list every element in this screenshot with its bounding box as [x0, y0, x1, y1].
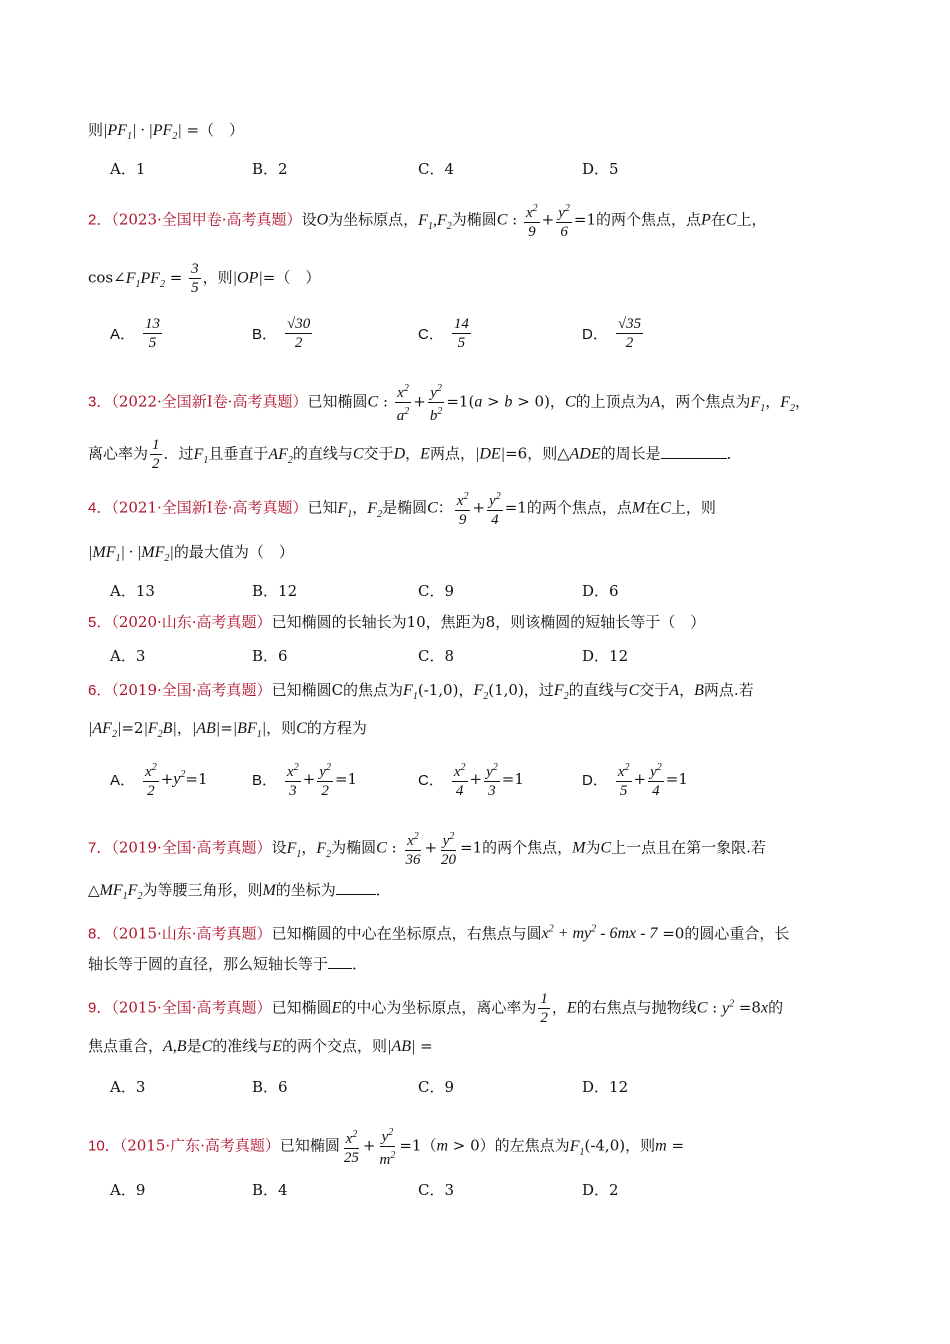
q5-line1: 5．（2020·山东·高考真题）已知椭圆的长轴长为10，焦距为8，则该椭圆的短轴长等于（ ） [88, 613, 706, 631]
q4-line1: 4．（2021·全国新Ⅰ卷·高考真题）已知$F_1$，$F_2$是椭圆C： $\frac{x^2}{9}$ + $\frac{y^2}{4}$ =1的两个焦点，点M在C上，则 [88, 488, 870, 529]
q9-line2: 焦点重合，A,B是C的准线与E的两个交点，则|AB| = [88, 1037, 433, 1055]
q10-option-b[interactable]: B．4 [252, 1180, 288, 1199]
q1-option-d[interactable]: D．5 [582, 159, 619, 178]
q7-line1: 7．（2019·全国·高考真题）设$F_1$，$F_2$为椭圆C : $\frac{x^2}{36}$ + $\frac{y^2}{20}$ =1的两个焦点，M为C上一点且在第一象限.若 [88, 828, 870, 869]
q2-options [110, 310, 870, 356]
q4-option-c[interactable]: C．9 [418, 581, 455, 600]
q1-option-b[interactable]: B．2 [252, 159, 288, 178]
q6-option-a[interactable]: A． $\frac{x^2}{2}$ + $y^2$ =1 [110, 756, 208, 802]
q4-option-d[interactable]: D．6 [582, 581, 619, 600]
q1-option-c[interactable]: C．4 [418, 159, 455, 178]
q6-line2: $|AF_2|=2|F_2B|$，$|AB|=|BF_1|$，则C的方程为 [88, 719, 367, 741]
q5-option-b[interactable]: B．6 [252, 646, 288, 665]
q9-line1: 9．（2015·全国·高考真题）已知椭圆E的中心为坐标原点，离心率为 $\frac{1}{2}$ ，E的右焦点与抛物线C : $y^2 =8x$的 [88, 991, 784, 1026]
q9-option-c[interactable]: C．9 [418, 1077, 455, 1096]
q4-option-a[interactable]: A．13 [110, 581, 155, 600]
q2-option-c[interactable]: C． $\frac{14}{5}$ [418, 315, 469, 351]
q6-option-b[interactable]: B． $\frac{x^2}{3}$ + $\frac{y^2}{2}$ =1 [252, 756, 357, 802]
q2-line2: $\cos\angle F_1PF_2$ = $\frac{3}{5}$ ，则|OP|=（ ） [88, 261, 321, 296]
q10-options [110, 1166, 870, 1212]
q9-option-d[interactable]: D．12 [582, 1077, 629, 1096]
q10-line1: 10．（2015·广东·高考真题）已知椭圆 $\frac{x^2}{25}$ + $\frac{y^2}{m^2}$ =1（m > 0）的左焦点为$F_1(-4,0)$，则m = [88, 1124, 870, 1169]
q2-option-d[interactable]: D． $\frac{√35}{2}$ [582, 315, 642, 351]
q10-option-c[interactable]: C．3 [418, 1180, 455, 1199]
q2-option-b[interactable]: B． $\frac{√30}{2}$ [252, 315, 311, 351]
q4-option-b[interactable]: B．12 [252, 581, 298, 600]
q5-option-d[interactable]: D．12 [582, 646, 629, 665]
q2-line1: 2．（2023·全国甲卷·高考真题）设O为坐标原点，$F_1,F_2$为椭圆C : $\frac{x^2}{9}$ + $\frac{y^2}{6}$ =1的两个焦点，点P在C上， [88, 200, 870, 241]
q4-line2: $|MF_1| \cdot |MF_2|$的最大值为（ ） [88, 543, 294, 565]
q5-option-a[interactable]: A．3 [110, 646, 146, 665]
q8-line1: 8．（2015·山东·高考真题）已知椭圆的中心在坐标原点，右焦点与圆$x^2 + my^2 - 6mx - 7 =0$的圆心重合，长 [88, 924, 790, 943]
q6-option-d[interactable]: D． $\frac{x^2}{5}$ + $\frac{y^2}{4}$ =1 [582, 756, 688, 802]
q1-options [110, 145, 870, 191]
q1-option-a[interactable]: A．1 [110, 159, 146, 178]
q10-option-a[interactable]: A．9 [110, 1180, 146, 1199]
q9-option-b[interactable]: B．6 [252, 1077, 288, 1096]
q6-line1: 6．（2019·全国·高考真题）已知椭圆C的焦点为$F_1(-1,0)$，$F_2(1,0)$，过$F_2$的直线与C交于A，B两点.若 [88, 681, 754, 703]
q9-option-a[interactable]: A．3 [110, 1077, 146, 1096]
q3-line2: 离心率为 $\frac{1}{2}$ ．过$F_1$且垂直于$AF_2$的直线与C交于D，E两点，|DE|=6，则△ADE的周长是 ． [88, 437, 742, 472]
q10-option-d[interactable]: D．2 [582, 1180, 619, 1199]
q6-options [110, 756, 870, 802]
q9-options [110, 1063, 870, 1109]
q2-option-a[interactable]: A． $\frac{13}{5}$ [110, 315, 161, 351]
q3-line1: 3．（2022·全国新Ⅰ卷·高考真题）已知椭圆C : $\frac{x^2}{a^2}$ + $\frac{y^2}{b^2}$ =1(a > b > 0)，C的上顶点为A，两个焦点为$F_1$，$F_2$， [88, 380, 870, 425]
q7-line2: $\triangle MF_1F_2$为等腰三角形，则M的坐标为 ． [88, 881, 391, 903]
q1-stem: 则$|PF_1| \cdot |PF_2|$ =（ ） [88, 121, 245, 143]
q5-options [110, 632, 870, 678]
q8-line2: 轴长等于圆的直径，那么短轴长等于 ． [88, 955, 368, 973]
q6-option-c[interactable]: C． $\frac{x^2}{4}$ + $\frac{y^2}{3}$ =1 [418, 756, 524, 802]
q4-options [110, 567, 870, 613]
q5-option-c[interactable]: C．8 [418, 646, 455, 665]
